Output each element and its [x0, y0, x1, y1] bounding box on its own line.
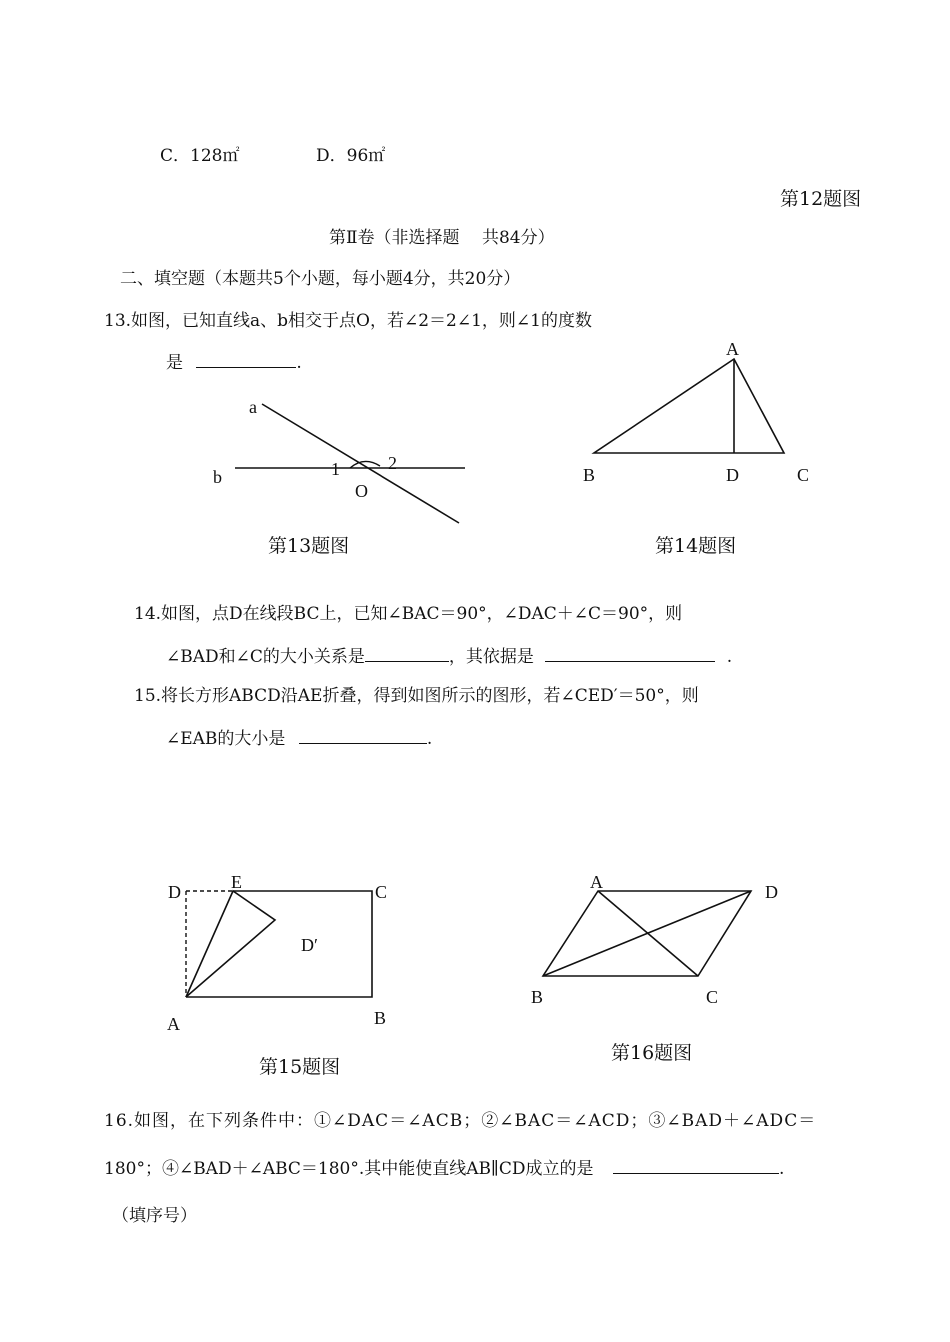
q16-answer-line: [104, 1157, 784, 1180]
fig15-label-c: C: [375, 882, 388, 902]
fig12-caption: 第12题图: [780, 188, 862, 210]
fig16-label-a: A: [590, 872, 603, 892]
fig13-label-b: b: [213, 467, 222, 487]
fig15-label-d: D: [168, 882, 181, 902]
fig13-label-a: a: [249, 397, 257, 417]
q13-suffix: .: [296, 353, 302, 373]
q16-text: 16.如图，在下列条件中：①∠DAC＝∠ACB；②∠BAC＝∠ACD；③∠BAD＋∠ADC＝: [104, 1111, 817, 1131]
q15-prefix: ∠EAB的大小是: [166, 729, 286, 749]
q13-text: 13.如图，已知直线a、b相交于点O，若∠2＝2∠1，则∠1的度数: [104, 311, 592, 331]
q14-suffix: .: [726, 647, 733, 667]
fig14-label-d: D: [726, 465, 739, 485]
section2-title: 二、填空题（本题共5个小题，每小题4分，共20分）: [120, 269, 521, 289]
fig16-label-b: B: [531, 987, 544, 1007]
q16-answer-blank[interactable]: [613, 1157, 779, 1174]
q14-text: 14.如图，点D在线段BC上，已知∠BAC＝90°，∠DAC＋∠C＝90°，则: [134, 604, 683, 624]
fig15-label-e: E: [231, 872, 242, 892]
choice-d: D．96㎡: [316, 146, 386, 166]
fig14-caption: 第14题图: [655, 535, 737, 557]
fig13-label-1: 1: [331, 459, 340, 479]
q16-line2: 180°；④∠BAD＋∠ABC＝180°.其中能使直线AB∥CD成立的是: [104, 1159, 594, 1179]
fig13-caption: 第13题图: [268, 535, 350, 557]
fig15-label-dprime: D′: [301, 935, 318, 955]
fig14-label-b: B: [583, 465, 596, 485]
fig14-label-a: A: [726, 339, 739, 359]
fig16-label-d: D: [765, 882, 778, 902]
fig16-label-c: C: [706, 987, 719, 1007]
q15-suffix: .: [426, 729, 433, 749]
q14-prefix: ∠BAD和∠C的大小关系是: [166, 647, 365, 667]
part2-title: 第Ⅱ卷（非选择题 共84分）: [329, 228, 555, 248]
q15-text: 15.将长方形ABCD沿AE折叠，得到如图所示的图形，若∠CED′＝50°，则: [134, 686, 699, 706]
fig15-label-b: B: [374, 1008, 387, 1028]
q16-fill-note: （填序号）: [112, 1206, 197, 1226]
q16-suffix: .: [778, 1159, 785, 1179]
fig13-label-o: O: [355, 481, 368, 501]
fig14-label-c: C: [797, 465, 810, 485]
diagonal-bd: [543, 891, 751, 976]
fig15-label-a: A: [167, 1014, 180, 1034]
q13-prefix: 是: [166, 353, 183, 373]
fig13-label-2: 2: [388, 453, 397, 473]
choice-c: C．128㎡: [160, 146, 240, 166]
q14-mid: ，其依据是: [448, 647, 534, 667]
fig16-caption: 第16题图: [611, 1042, 693, 1064]
fig15-caption: 第15题图: [259, 1056, 341, 1078]
